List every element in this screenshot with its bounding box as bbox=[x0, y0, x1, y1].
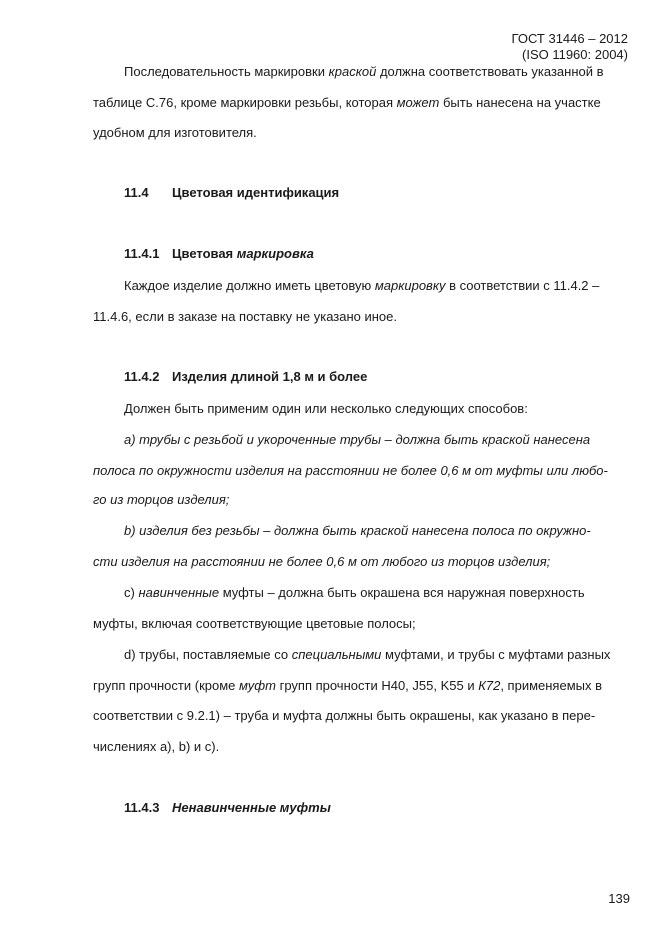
item-d-line-2: групп прочности (кроме муфт групп прочности Н40, J55, K55 и К72, применяемых в bbox=[93, 678, 602, 693]
item-c-line-1: c) навинченные муфты – должна быть окрашена вся наружная поверхность bbox=[124, 585, 585, 600]
section-heading-11-4-3: 11.4.3 Ненавинченные муфты bbox=[124, 800, 331, 815]
item-c-line-2: муфты, включая соответствующие цветовые полосы; bbox=[93, 616, 416, 631]
section-heading-11-4-1: 11.4.1 Цветовая маркировка bbox=[124, 246, 314, 261]
section-heading-11-4: 11.4 Цветовая идентификация bbox=[124, 185, 340, 200]
page-number: 139 bbox=[608, 891, 630, 906]
item-b-line-2: сти изделия на расстоянии не более 0,6 м от любого из торцов изделия; bbox=[93, 554, 551, 569]
item-a-line-2: полоса по окружности изделия на расстоянии не более 0,6 м от муфты или любо- bbox=[93, 463, 608, 478]
section-heading-11-4-2: 11.4.2 Изделия длиной 1,8 м и более bbox=[124, 369, 368, 384]
item-a-line-1: a) трубы с резьбой и укороченные трубы – должна быть краской нанесена bbox=[124, 432, 591, 447]
item-d-line-1: d) трубы, поставляемые со специальными муфтами, и трубы с муфтами разных bbox=[124, 647, 611, 662]
paragraph-11-4-1-line-1: Каждое изделие должно иметь цветовую маркировку в соответствии с 11.4.2 – bbox=[124, 278, 600, 293]
intro-line-2: таблице С.76, кроме маркировки резьбы, которая может быть нанесена на участке bbox=[93, 95, 601, 110]
item-d-line-3: соответствии с 9.2.1) – труба и муфта должны быть окрашены, как указано в пере- bbox=[93, 708, 596, 723]
iso-reference: (ISO 11960: 2004) bbox=[522, 47, 628, 62]
item-a-line-3: го из торцов изделия; bbox=[93, 492, 230, 507]
intro-line-3: удобном для изготовителя. bbox=[93, 125, 257, 140]
intro-line-1: Последовательность маркировки краской должна соответствовать указанной в bbox=[124, 64, 604, 79]
item-d-line-4: числениях а), b) и с). bbox=[93, 739, 220, 754]
paragraph-lead: Должен быть применим один или несколько следующих способов: bbox=[124, 401, 528, 416]
paragraph-11-4-1-line-2: 11.4.6, если в заказе на поставку не указано иное. bbox=[93, 309, 397, 324]
item-b-line-1: b) изделия без резьбы – должна быть краской нанесена полоса по окружно- bbox=[124, 523, 591, 538]
standard-number: ГОСТ 31446 – 2012 bbox=[511, 31, 628, 46]
